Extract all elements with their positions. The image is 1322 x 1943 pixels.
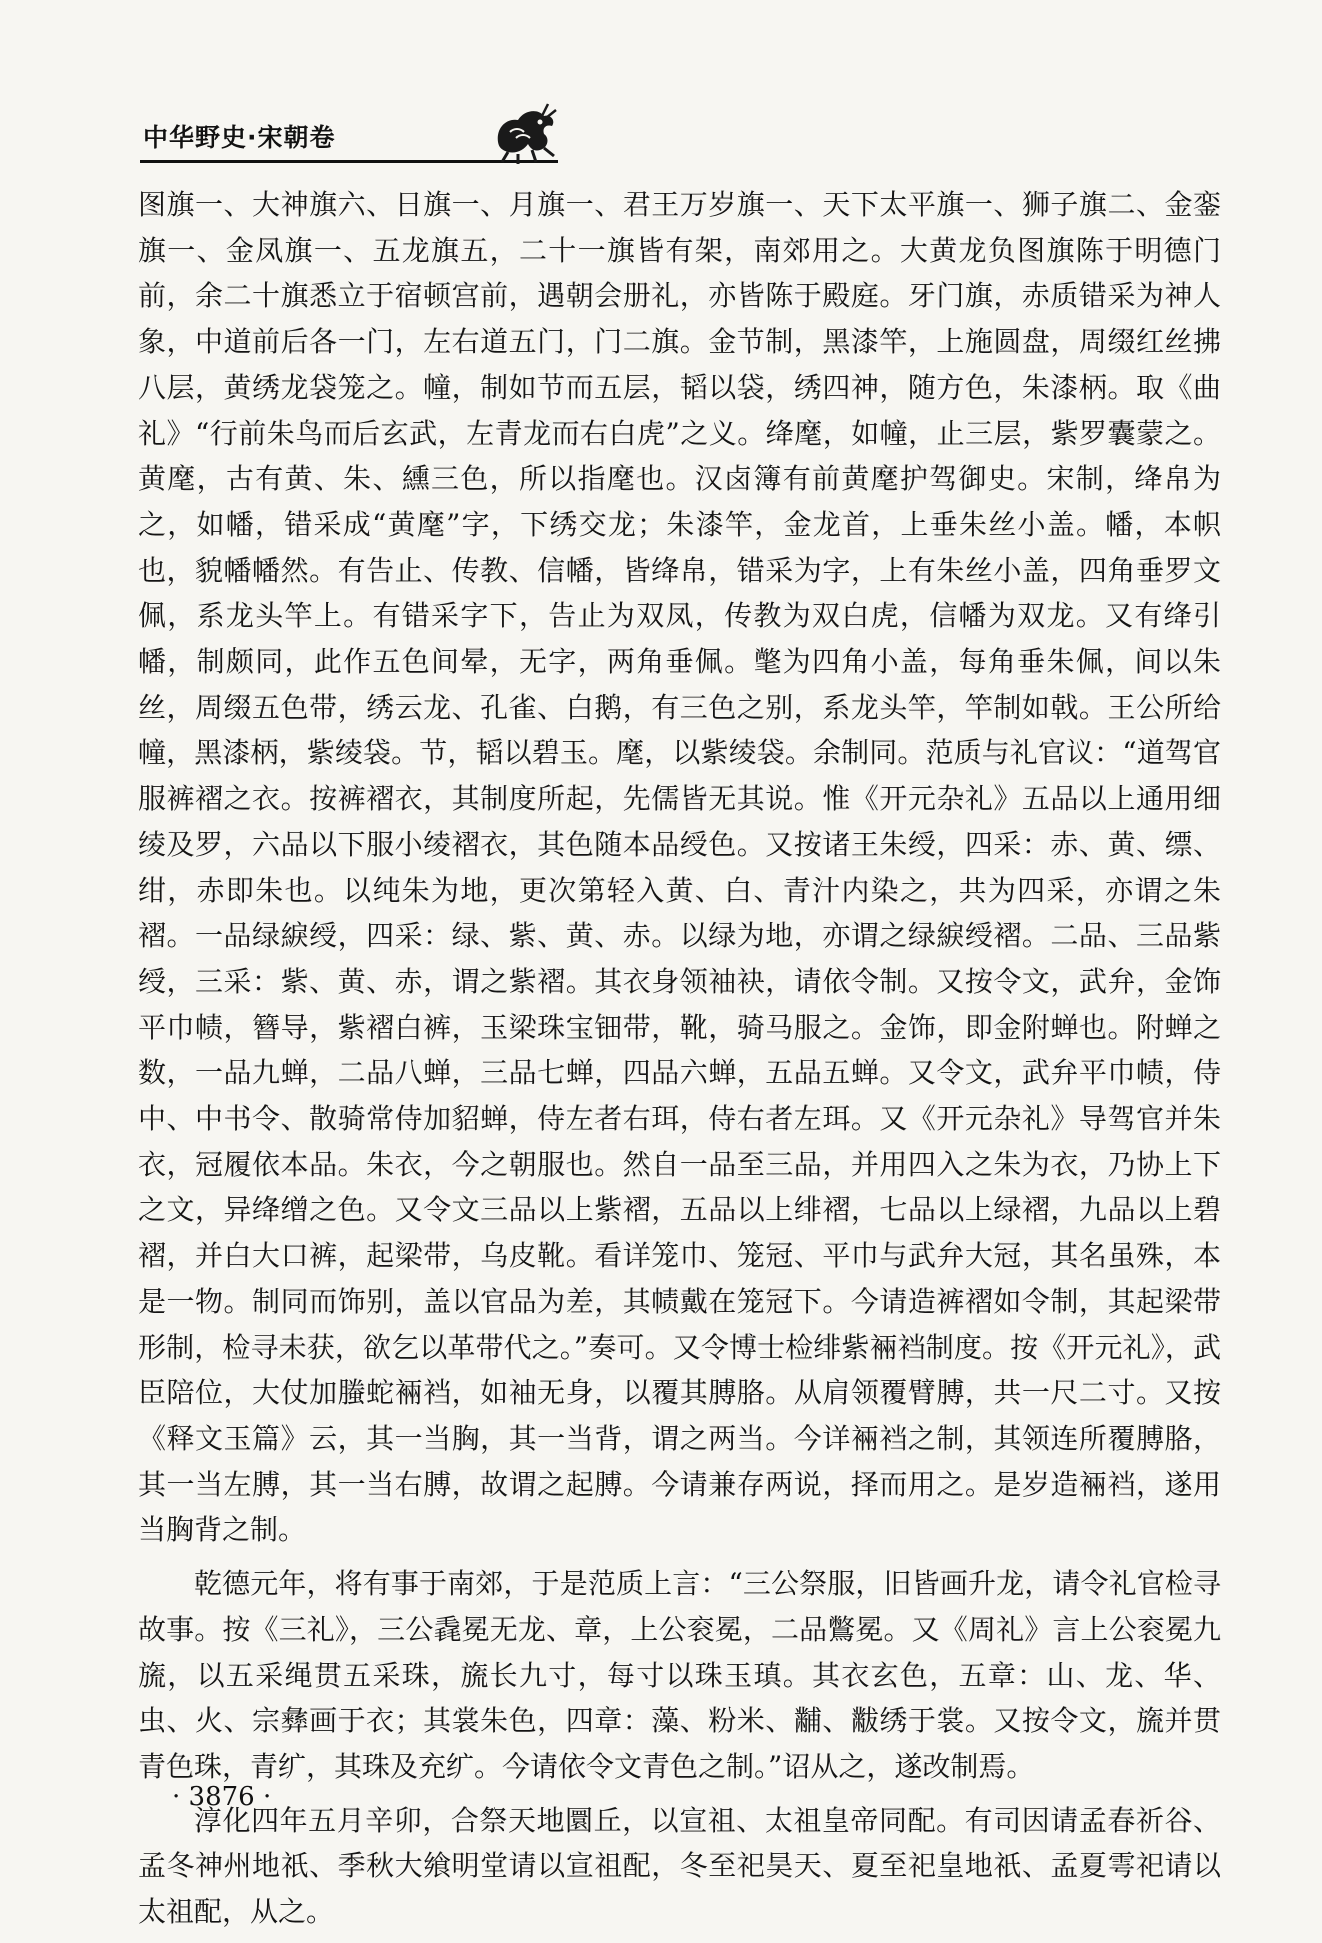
body-text (138, 182, 1221, 1943)
page-number: · 3876 · (172, 1782, 272, 1812)
running-title: 中华野史·宋朝卷 (143, 123, 336, 152)
dragon-icon (488, 98, 560, 166)
paragraph-qiande: 乾德元年，将有事于南郊，于是范质上言：“三公祭服，旧皆画升龙，请令礼官检寻故事。按《三礼》，三公毳冕无龙、章，上公衮冕，二品鷩冕。又《周礼》言上公衮冕九旒，以五采绳贯五采珠，旒长九寸，每寸以珠玉瑱。其衣玄色，五章：山、龙、华、虫、火、宗彝画于衣；其裳朱色，四章：藻、粉米、黼、黻绣于裳。又按令文，旒并贯青色珠，青纩，其珠及充纩。今请依令文青色之制。”诏从之，遂改制焉。 (138, 1567, 1221, 1783)
paragraph-chunhua: 淳化四年五月辛卯，合祭天地圜丘，以宣祖、太祖皇帝同配。有司因请孟春祈谷、孟冬神州地祇、季秋大飨明堂请以宣祖配，冬至祀昊天、夏至祀皇地祇、孟夏雩祀请以太祖配，从之。 (138, 1803, 1221, 1929)
paragraph-continued: 图旗一、大神旗六、日旗一、月旗一、君王万岁旗一、天下太平旗一、狮子旗二、金銮旗一、金凤旗一、五龙旗五，二十一旗皆有架，南郊用之。大黄龙负图旗陈于明德门前，余二十旗悉立于宿顿宫前，遇朝会册礼，亦皆陈于殿庭。牙门旗，赤质错采为神人象，中道前后各一门，左右道五门，门二旗。金节制，黑漆竿，上施圆盘，周缀红丝拂八层，黄绣龙袋笼之。幢，制如节而五层，韬以袋，绣四神，随方色，朱漆柄。取《曲礼》“行前朱鸟而后玄武，左青龙而右白虎”之义。绛麾，如幢，止三层，紫罗囊蒙之。黄麾，古有黄、朱、纁三色，所以指麾也。汉卤簿有前黄麾护驾御史。宋制，绛帛为之，如幡，错采成“黄麾”字，下绣交龙；朱漆竿，金龙首，上垂朱丝小盖。幡，本帜也，貌幡幡然。有告止、传教、信幡，皆绛帛，错采为字，上有朱丝小盖，四角垂罗文佩，系龙头竿上。有错采字下，告止为双凤，传教为双白虎，信幡为双龙。又有绛引幡，制颇同，此作五色间晕，无字，两角垂佩。氅为四角小盖，每角垂朱佩，间以朱丝，周缀五色带，绣云龙、孔雀、白鹅，有三色之别，系龙头竿，竿制如戟。王公所给幢，黑漆柄，紫绫袋。节，韬以碧玉。麾，以紫绫袋。余制同。范质与礼官议：“道驾官服裤褶之衣。按裤褶衣，其制度所起，先儒皆无其说。惟《开元杂礼》五品以上通用细绫及罗，六品以下服小绫褶衣，其色随本品绶色。又按诸王朱绶，四采：赤、黄、缥、绀，赤即朱也。以纯朱为地，更次第轻入黄、白、青汁内染之，共为四采，亦谓之朱褶。一品绿綟绶，四采：绿、紫、黄、赤。以绿为地，亦谓之绿綟绶褶。二品、三品紫绶，三采：紫、黄、赤，谓之紫褶。其衣身领袖袂，请依令制。又按令文，武弁，金饰平巾帻，簪导，紫褶白裤，玉梁珠宝钿带，靴，骑马服之。金饰，即金附蝉也。附蝉之数，一品九蝉，二品八蝉，三品七蝉，四品六蝉，五品五蝉。又令文，武弁平巾帻，侍中、中书令、散骑常侍加貂蝉，侍左者右珥，侍右者左珥。又《开元杂礼》导驾官并朱衣，冠履依本品。朱衣，今之朝服也。然自一品至三品，并用四入之朱为衣，乃协上下之文，异绛缯之色。又令文三品以上紫褶，五品以上绯褶，七品以上绿褶，九品以上碧褶，并白大口裤，起梁带，乌皮靴。看详笼巾、笼冠、平巾与武弁大冠，其名虽殊，本是一物。制同而饰别，盖以官品为差，其帻戴在笼冠下。今请造裤褶如令制，其起梁带形制，检寻未获，欲乞以革带代之。”奏可。又令博士检绯紫裲裆制度。按《开元礼》，武臣陪位，大仗加螣蛇裲裆，如袖无身，以覆其膊胳。从肩领覆臂膊，共一尺二寸。又按《释文玉篇》云，其一当胸，其一当背，谓之两当。今详裲裆之制，其领连所覆膊胳，其一当左膊，其一当右膊，故谓之起膊。今请兼存两说，择而用之。是岁造裲裆，遂用当胸背之制。 (138, 188, 1221, 1547)
